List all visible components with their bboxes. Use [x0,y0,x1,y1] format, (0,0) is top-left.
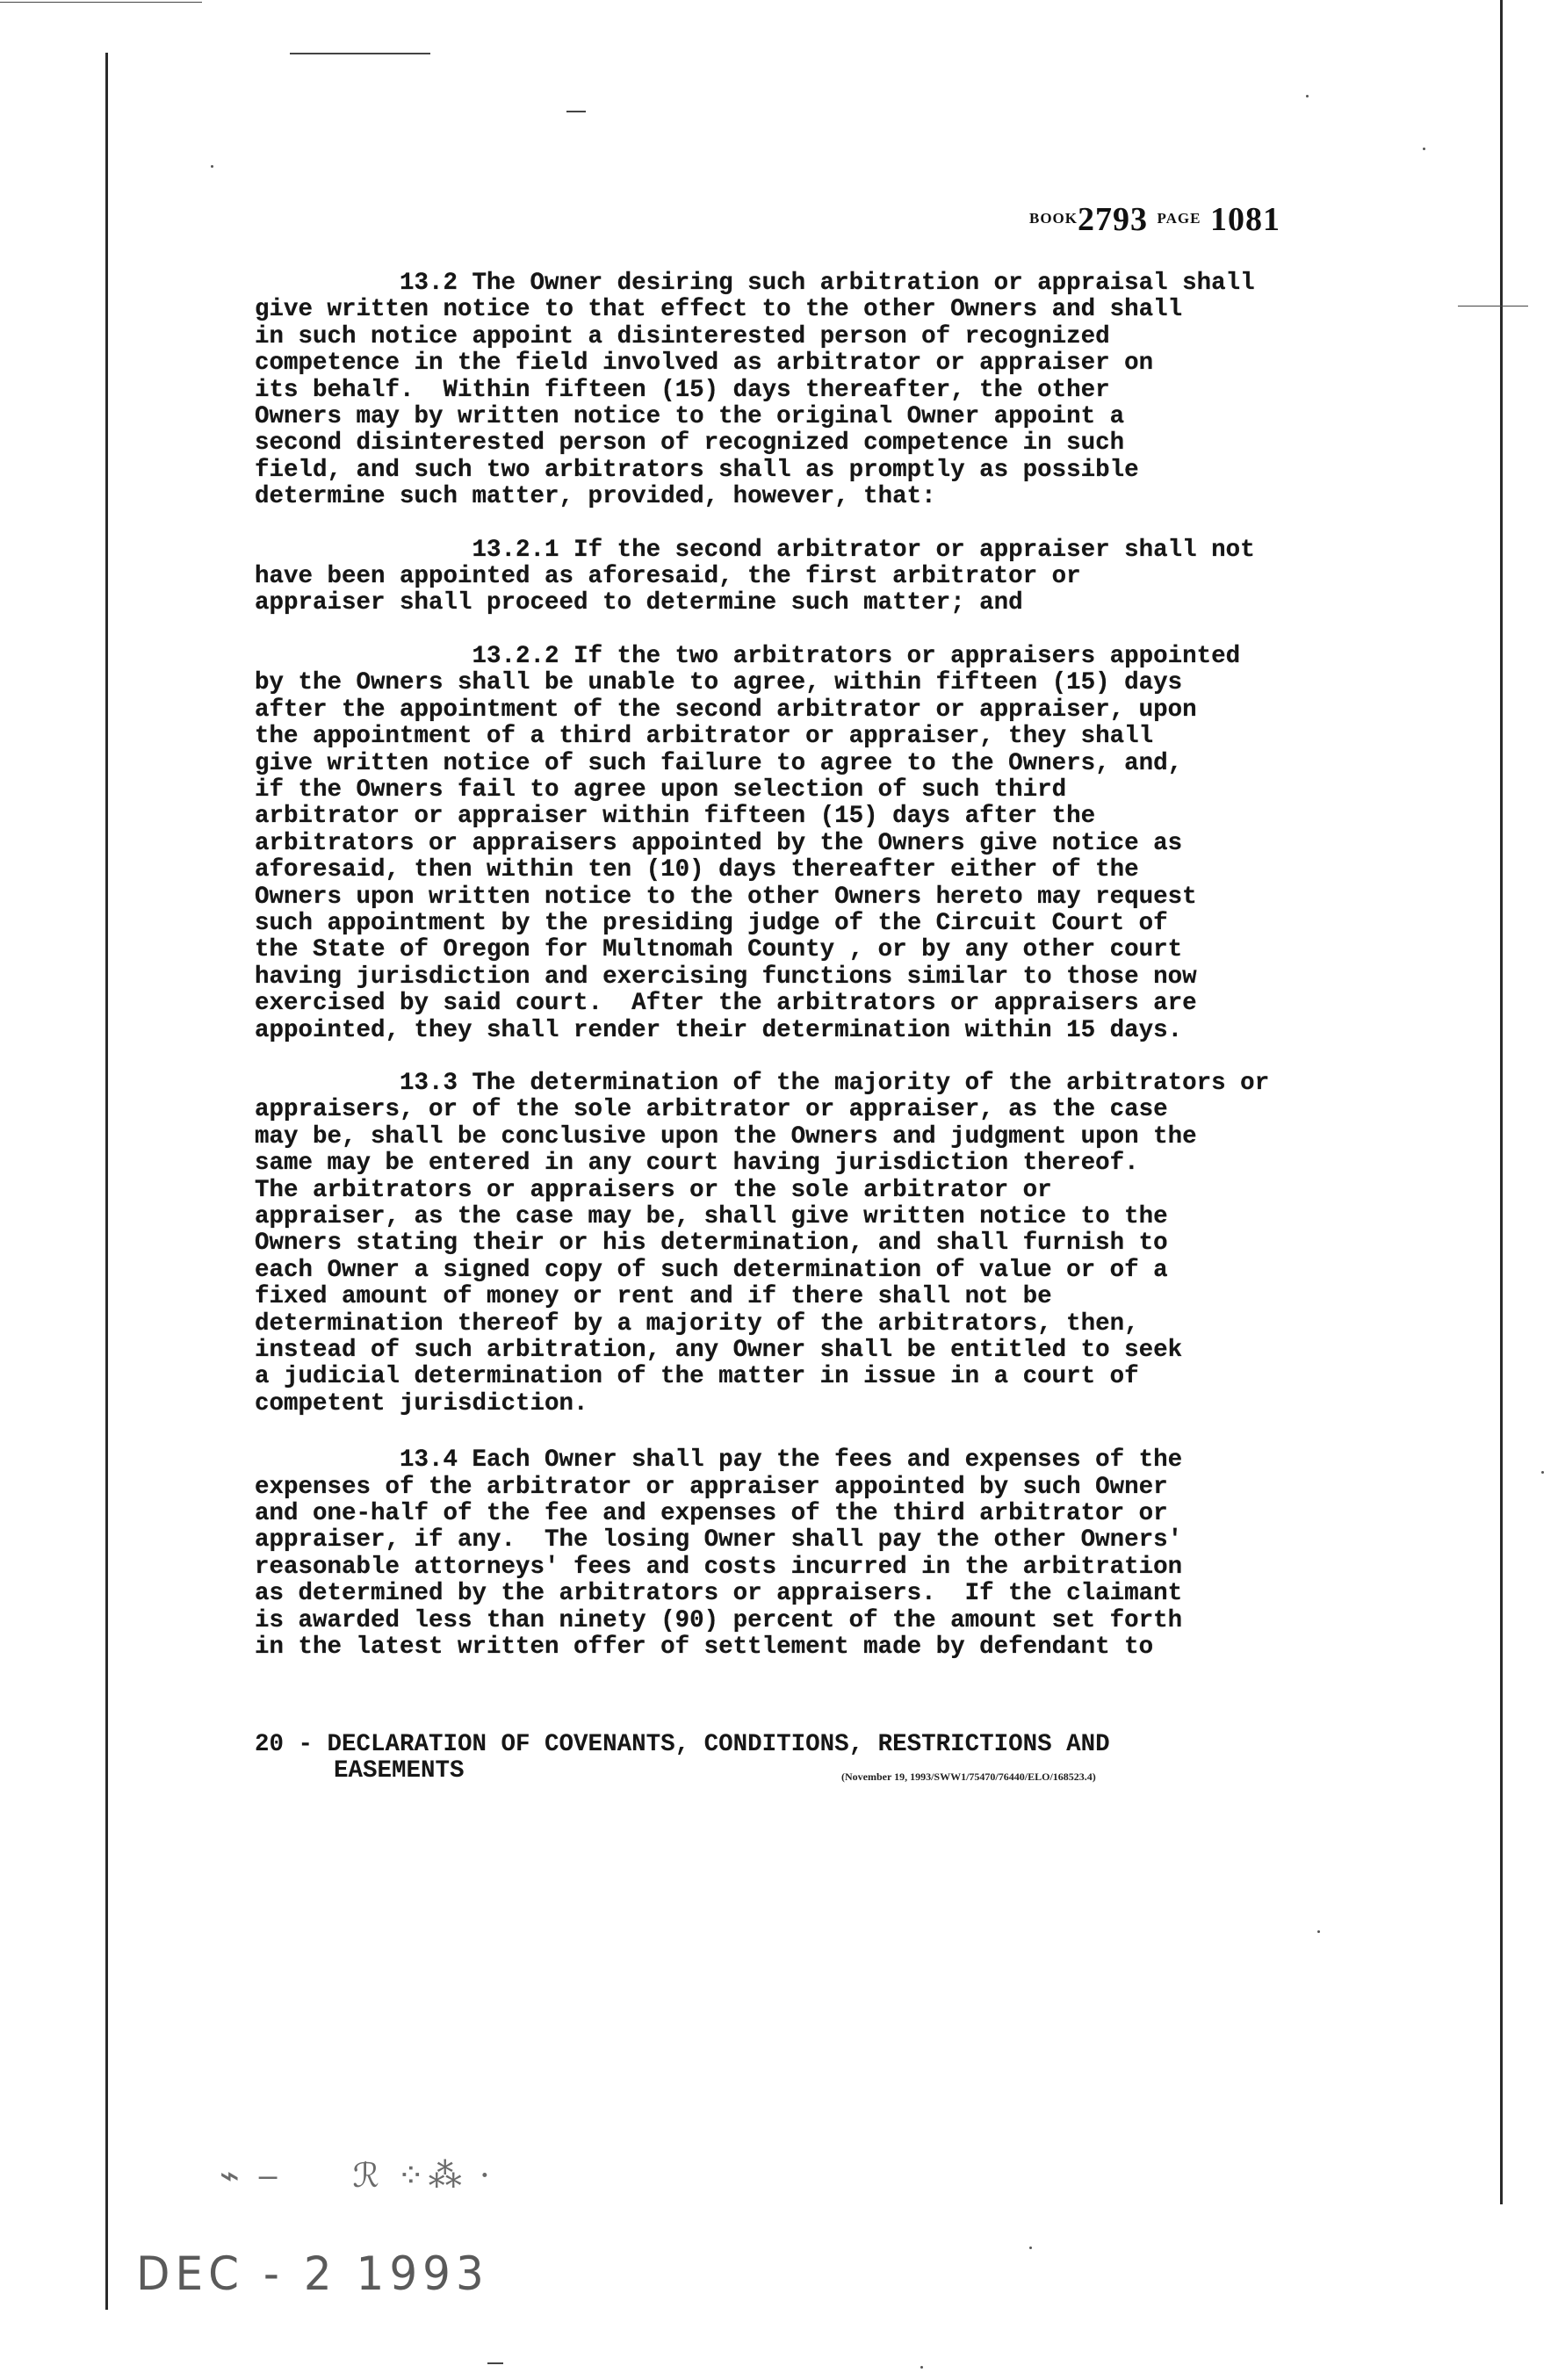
paragraph-13-2: 13.2 The Owner desiring such arbitration or appraisal shall give written notice to that effect to the other Owners and shall in such notice appoint a disinterested person of recognized competence in the field involved as arbitrator or appraiser on its behalf. Within fifteen (15) days thereafter, the other Owners may by written notice to the original Owner appoint a second disinterested person of recognized competence in such field, and such two arbitrators shall as promptly as possible determine such matter, provided, however, that: [255,270,1255,511]
scan-speck [920,2366,923,2369]
paragraph-13-2-1: 13.2.1 If the second arbitrator or appraiser shall not have been appointed as aforesaid, the first arbitrator or appraiser shall proceed to determine such matter; and [255,536,1255,617]
scan-mark [1458,306,1528,307]
paragraph-13-2-2: 13.2.2 If the two arbitrators or appraisers appointed by the Owners shall be unable to agree, within fifteen (15) days after the appointment of the second arbitrator or appraiser, upon the appointment of a third arbitrator or appraiser, they shall give written notice of such failure to agree to the Owners, and, if the Owners fail to agree upon selection of such third arbitrator or appraiser within fifteen (15) days after the arbitrators or appraisers appointed by the Owners give notice as aforesaid, then within ten (10) days thereafter either of the Owners upon written notice to the other Owners hereto may request such appointment by the presiding judge of the Circuit Court of the State of Oregon for Multnomah County , or by any other court having jurisdiction and exercising functions similar to those now exercised by said court. After the arbitrators or appraisers are appointed, they shall render their determination within 15 days. [255,642,1241,1044]
scan-mark [0,2,202,3]
scan-mark [487,2362,503,2364]
book-page-reference [1029,200,1280,239]
document-code: (November 19, 1993/SWW1/75470/76440/ELO/168523.4) [841,1771,1096,1783]
book-label: BOOK [1029,210,1078,227]
scan-speck [1306,95,1309,97]
scan-speck [1423,148,1425,150]
book-number: 2793 [1078,201,1149,238]
footer-title-line1: 20 - DECLARATION OF COVENANTS, CONDITIONS, RESTRICTIONS AND [255,1731,1110,1758]
received-date-stamp: DEC - 2 1993 [136,2247,489,2301]
scan-mark [290,53,430,54]
document-body [255,270,1291,1688]
scan-speck [1317,1930,1320,1933]
footer-title-line2: EASEMENTS [334,1757,465,1785]
paragraph-13-4: 13.4 Each Owner shall pay the fees and expenses of the expenses of the arbitrator or appraiser appointed by such Owner and one-half of the fee and expenses of the third arbitrator or appraiser, if any. The losing Owner shall pay the other Owners' reasonable attorneys' fees and costs incurred in the arbitration as determined by the arbitrators or appraisers. If the claimant is awarded less than ninety (90) percent of the amount set forth in the latest written offer of settlement made by defendant to [255,1446,1183,1662]
scan-left-edge [105,53,108,2310]
scan-speck [211,165,213,168]
scan-speck [1029,2247,1032,2249]
handwritten-mark: ⌁ ‒ ℛ ⁘⁂ · [220,2156,494,2195]
scan-right-edge [1500,0,1503,2204]
scan-mark [566,111,586,112]
page-number: 1081 [1209,201,1280,238]
page-label: PAGE [1157,210,1201,227]
paragraph-13-3: 13.3 The determination of the majority of the arbitrators or appraisers, or of the sole arbitrator or appraiser, as the case may be, shall be conclusive upon the Owners and judgment upon the same may be entered in any court having jurisdiction thereof. The arbitrators or appraisers or the sole arbitrator or appraiser, as the case may be, shall give written notice to the Owners stating their or his determination, and shall furnish to each Owner a signed copy of such determination of value or of a fixed amount of money or rent and if there shall not be determination thereof by a majority of the arbitrators, then, instead of such arbitration, any Owner shall be entitled to seek a judicial determination of the matter in issue in a court of competent jurisdiction. [255,1069,1270,1417]
scan-speck [1541,1471,1544,1474]
page-footer [255,1732,1309,1785]
